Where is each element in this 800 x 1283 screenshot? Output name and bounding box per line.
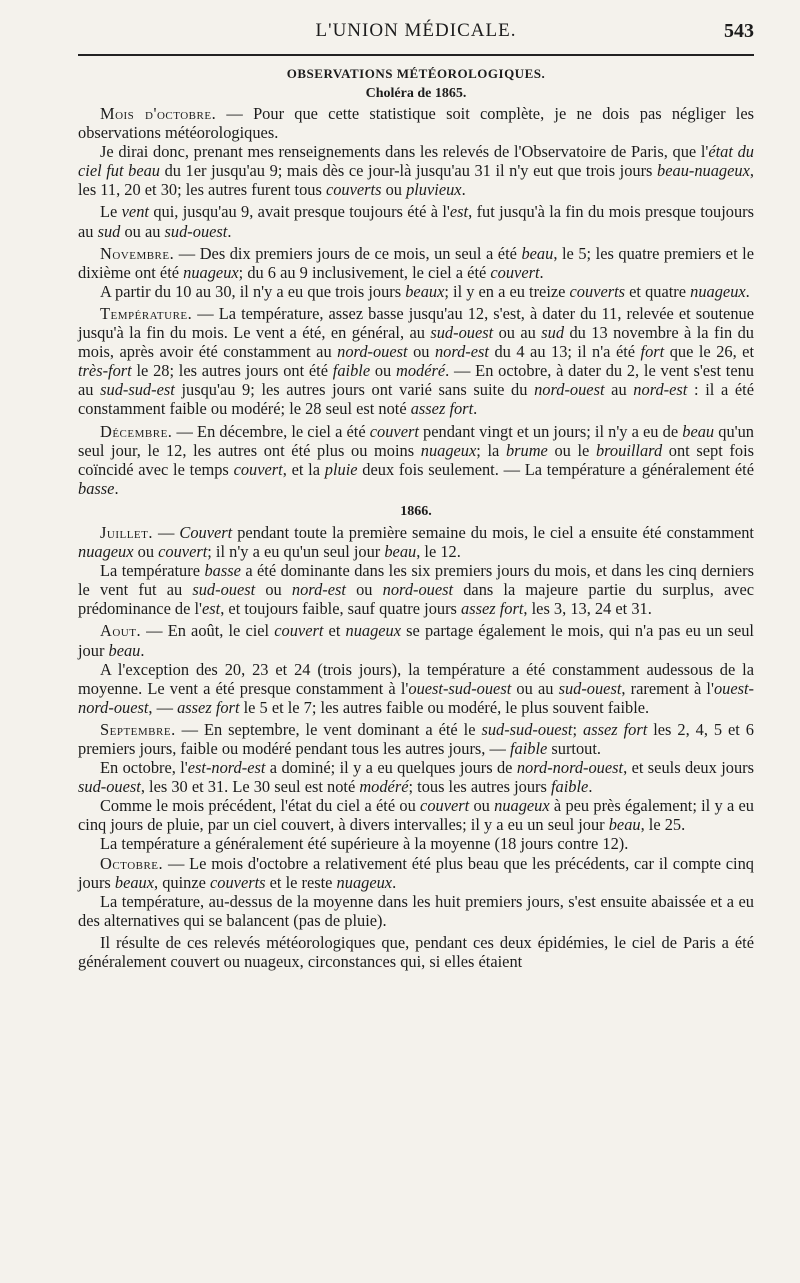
paragraph-conclusion: Il résulte de ces relevés météorologiques que, pendant ces deux épidémies, le ciel de Paris a été généralement couvert ou nuageux, circonstances qui, si elles étaient <box>78 932 754 972</box>
paragraph-temperature: Température. — La température, assez basse jusqu'au 12, s'est, à dater du 11, relevée et soutenue jusqu'à la fin du mois. Le vent a été, en général, au sud-ouest ou au sud du 13 novembre à la fin du mois, après avoir été constamment au nord-ouest ou nord-est du 4 au 13; il n'a été fort que le 26, et très-fort le 28; les autres jours ont été faible ou modéré. — En octobre, à dater du 2, le vent s'est tenu au sud-sud-est jusqu'au 9; les autres jours ont varié sans suite du nord-ouest au nord-est : il a été constamment faible ou modéré; le 28 seul est noté assez fort. <box>78 303 755 419</box>
paragraph: A l'exception des 20, 23 et 24 (trois jours), la température a été constamment audessous de la moyenne. Le vent a été presque constamment à l'ouest-sud-ouest ou au sud-ouest, rarement à l'ouest-nord-ouest, — assez fort le 5 et le 7; les autres faible ou modéré, le plus souvent faible. <box>78 659 755 717</box>
year-heading: 1866. <box>400 503 432 519</box>
paragraph-july: Juillet. — Couvert pendant toute la première semaine du mois, le ciel a ensuite été constamment nuageux ou couvert; il n'y a eu qu'un seul jour beau, le 12. <box>78 522 754 562</box>
paragraph: Je dirai donc, prenant mes renseignements dans les relevés de l'Observatoire de Paris, que l'état du ciel fut beau du 1er jusqu'au 9; mais dès ce jour-là jusqu'au 31 il n'y eut que trois jours beau-nuageux, les 11, 20 et 30; les autres furent tous couverts ou pluvieux. <box>78 142 754 200</box>
subsection-title: Choléra de 1865. <box>365 86 467 101</box>
paragraph: Comme le mois précédent, l'état du ciel a été ou couvert ou nuageux à peu près également; il y a eu cinq jours de pluie, par un ciel couvert, à divers intervalles; il y a eu un seul jour beau, le 25. <box>78 796 754 835</box>
paragraph: La température basse a été dominante dans les six premiers jours du mois, et dans les cinq derniers le vent fut au sud-ouest ou nord-est ou nord-ouest dans la majeure partie du surplus, avec prédominance de l'est, et toujours faible, sauf quatre jours assez fort, les 3, 13, 24 et 31. <box>78 561 755 619</box>
paragraph: La température, au-dessus de la moyenne dans les huit premiers jours, s'est ensuite abaissée et a eu des alternatives qui se balancent (pas de pluie). <box>78 891 754 930</box>
page <box>78 18 754 1268</box>
paragraph: Le vent qui, jusqu'au 9, avait presque toujours été à l'est, fut jusqu'à la fin du mois presque toujours au sud ou au sud-ouest. <box>78 202 755 241</box>
paragraph: La température a généralement été supérieure à la moyenne (18 jours contre 12). <box>100 834 629 854</box>
paragraph-december: Décembre. — En décembre, le ciel a été couvert pendant vingt et un jours; il n'y a eu de beau qu'un seul jour, le 12, les autres ont été plus ou moins nuageux; la brume ou le brouillard ont sept fois coïncidé avec le temps couvert, et la pluie deux fois seulement. — La température a généralement été basse. <box>78 421 754 498</box>
running-head <box>78 18 754 46</box>
article-body <box>78 104 754 971</box>
paragraph-november: Novembre. — Des dix premiers jours de ce mois, un seul a été beau, le 5; les quatre premiers et le dixième ont été nuageux; du 6 au 9 inclusivement, le ciel a été couvert. <box>78 243 754 282</box>
paragraph-september: Septembre. — En septembre, le vent dominant a été le sud-sud-ouest; assez fort les 2, 4, 5 et 6 premiers jours, faible ou modéré pendant tous les autres jours, — faible surtout. <box>78 719 754 758</box>
page-number: 543 <box>724 20 754 42</box>
paragraph: A partir du 10 au 30, il n'y a eu que trois jours beaux; il y en a eu treize couverts et quatre nuageux. <box>100 281 750 301</box>
paragraph-october-1865: Mois d'octobre. — Pour que cette statistique soit complète, je ne dois pas négliger les observations météorologiques. <box>78 104 755 143</box>
paragraph-august: Aout. — En août, le ciel couvert et nuageux se partage également le mois, qui n'a pas eu un seul jour beau. <box>78 621 754 660</box>
paragraph-october-1866: Octobre. — Le mois d'octobre a relativement été plus beau que les précédents, car il compte cinq jours beaux, quinze couverts et le reste nuageux. <box>78 853 754 892</box>
paragraph: En octobre, l'est-nord-est a dominé; il y a eu quelques jours de nord-nord-ouest, et seuls deux jours sud-ouest, les 30 et 31. Le 30 seul est noté modéré; tous les autres jours faible. <box>78 758 754 797</box>
section-title: OBSERVATIONS MÉTÉOROLOGIQUES. <box>286 66 546 81</box>
header-rule <box>78 54 754 56</box>
journal-title: L'UNION MÉDICALE. <box>315 20 517 41</box>
